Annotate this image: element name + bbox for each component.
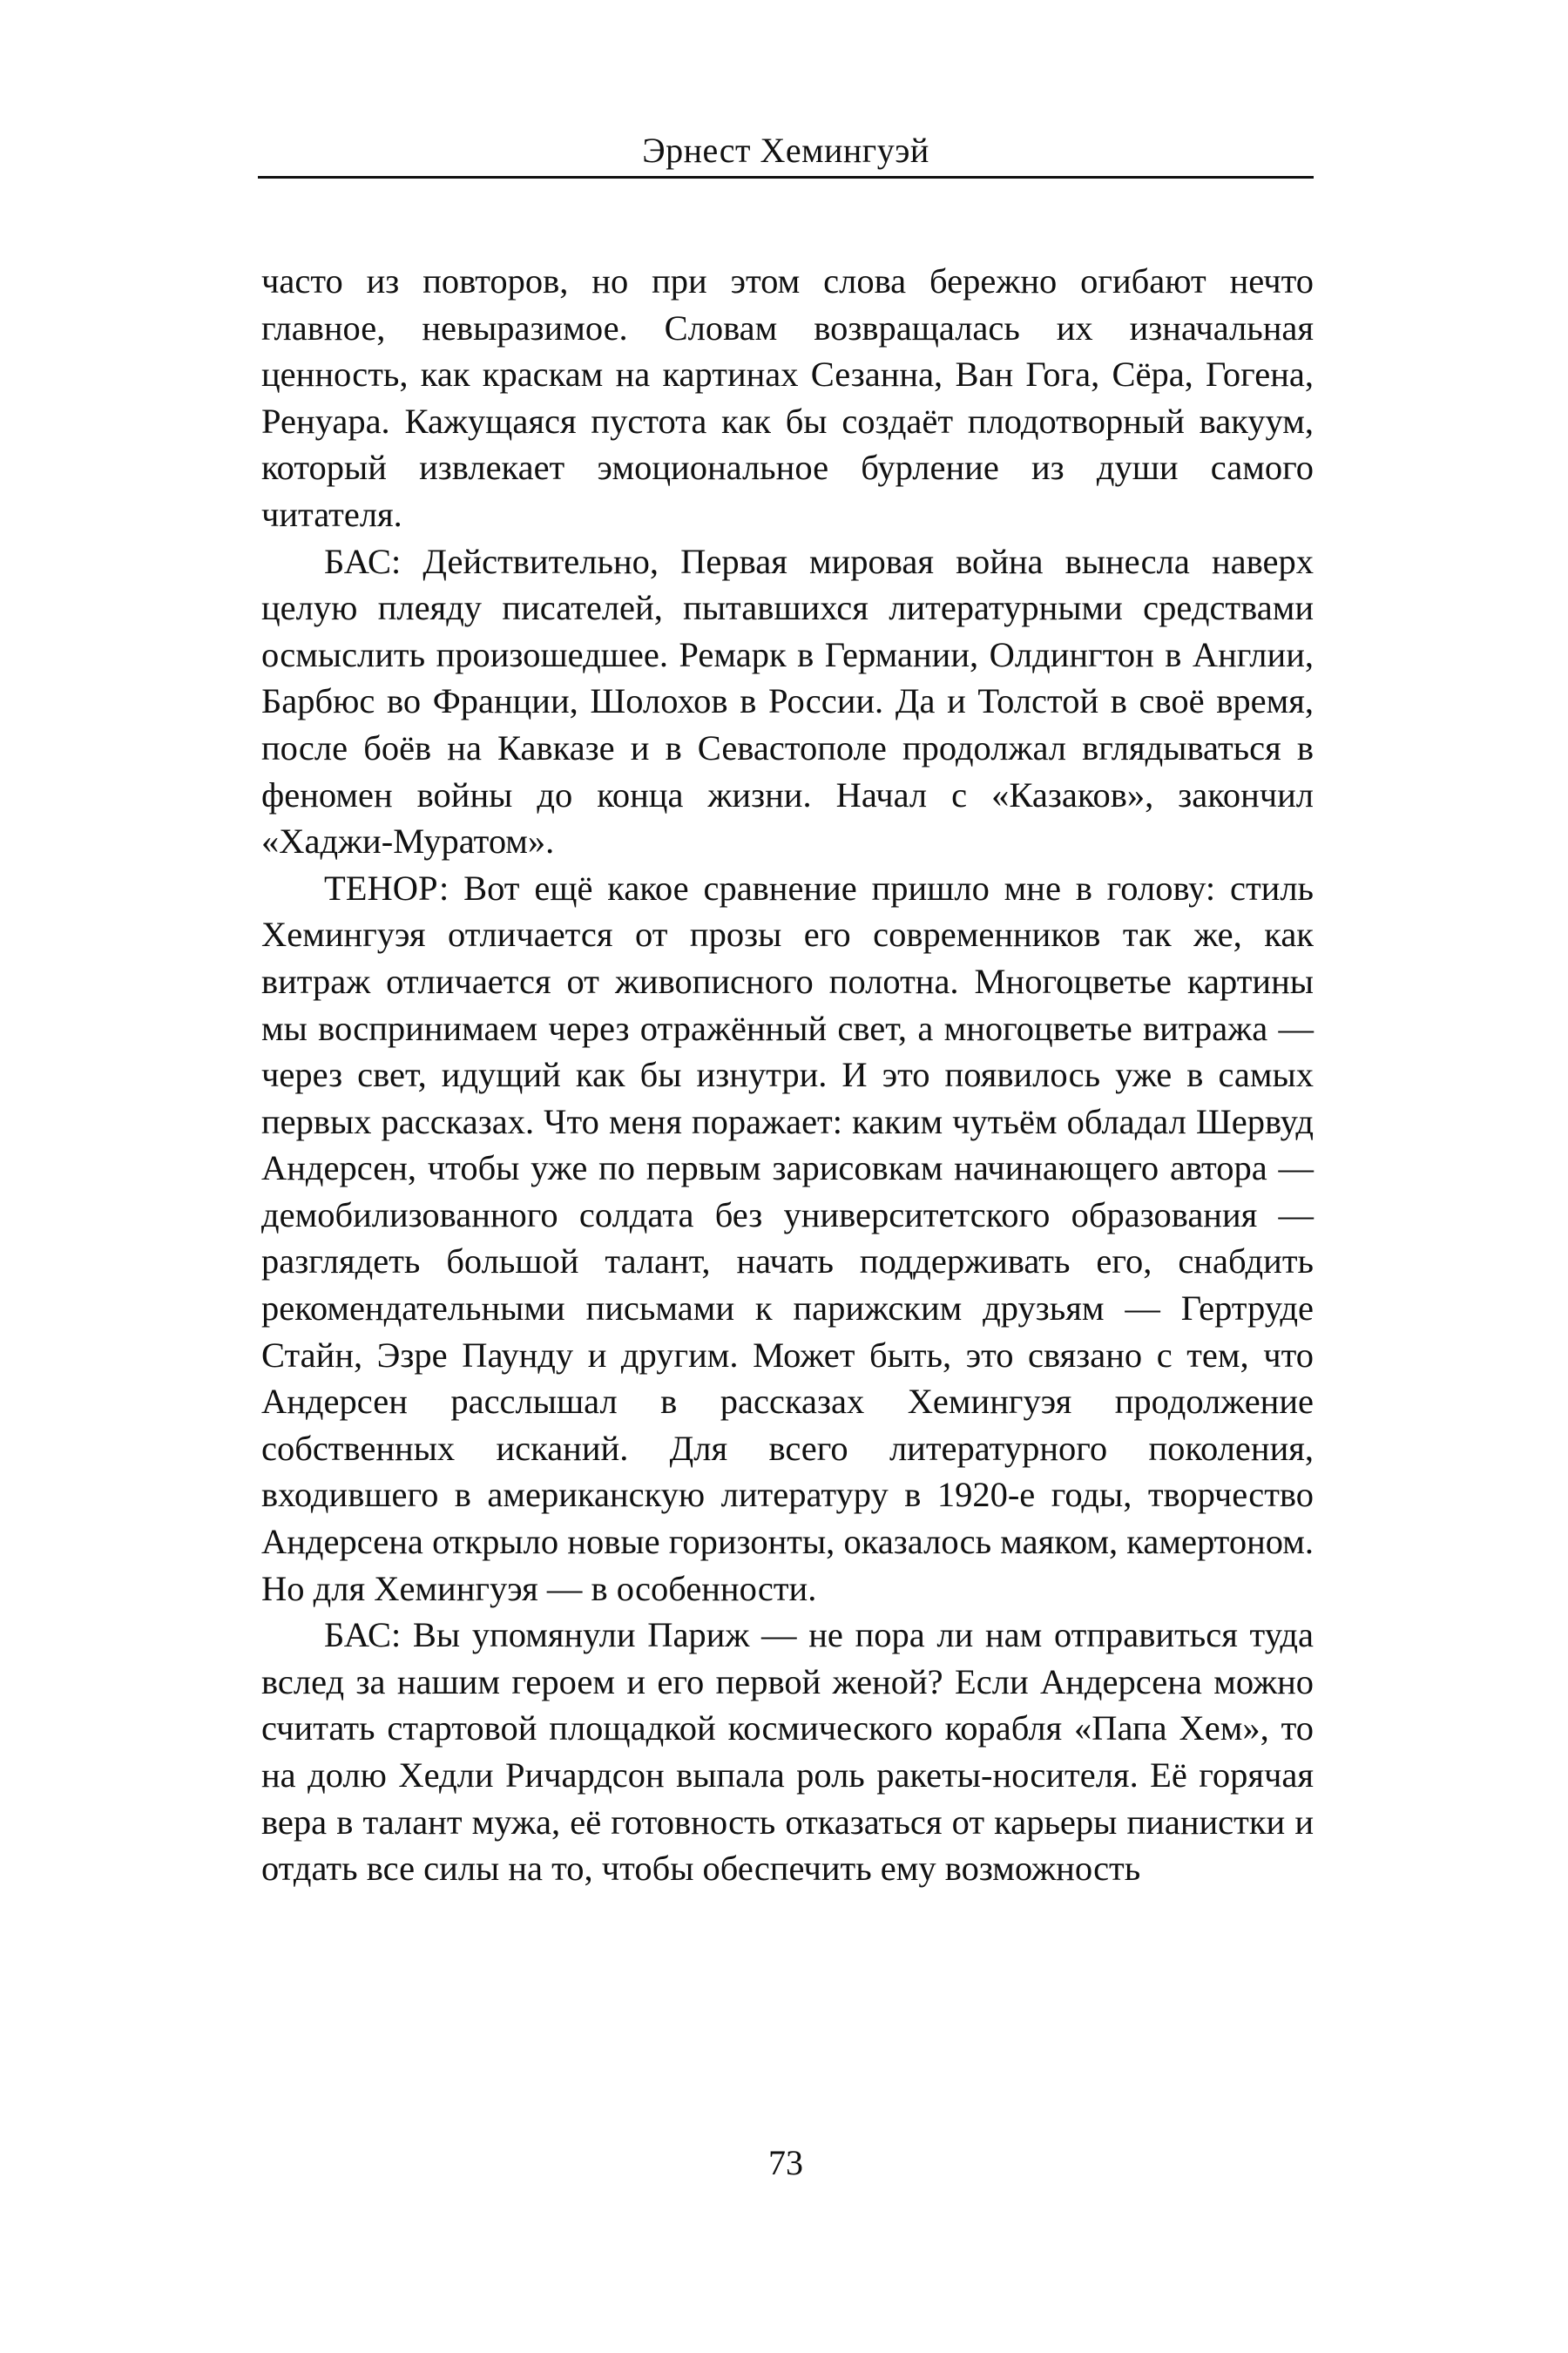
- paragraph-bass-remarks: БАС: Действительно, Первая мировая война вынесла наверх целую плеяду писателей, пытавшихся литературными средствами осмыслить произошедшее. Ремарк в Германии, Олдингтон в Англии, Барбюс во Франции, Шолохов в России. Да и Толстой в своё время, после боёв на Кавказе и в Севастополе продолжал вглядываться в феномен войны до конца жизни. Начал с «Казаков», закончил «Хаджи-Муратом».: [261, 541, 1314, 862]
- paragraph-tenor-remarks: ТЕНОР: Вот ещё какое сравнение пришло мне в голову: стиль Хемингуэя отличается от прозы его современников так же, как витраж отличается от живописного полотна. Многоцветье картины мы воспринимаем через отражённый свет, а многоцветье витража — через свет, идущий как бы изнутри. И это появилось уже в самых первых рассказах. Что меня поражает: каким чутьём обладал Шервуд Андерсен, чтобы уже по первым зарисовкам начинающего автора — демобилизованного солдата без университетского образования — разглядеть большой талант, начать поддерживать его, снабдить рекомендательными письмами к парижским друзьям — Гертруде Стайн, Эзре Паунду и другим. Может быть, это связано с тем, что Андерсен расслышал в рассказах Хемингуэя продолжение собственных исканий. Для всего литературного поколения, входившего в американскую литературу в 1920-е годы, творчество Андерсена открыло новые горизонты, оказалось маяком, камертоном. Но для Хемингуэя — в особенности.: [261, 868, 1314, 1608]
- running-header: [258, 129, 1314, 172]
- header-divider: [258, 176, 1314, 179]
- page-body: [261, 258, 1314, 1892]
- running-header-title: Эрнест Хемингуэй: [642, 131, 929, 170]
- page-number: 73: [768, 2143, 803, 2182]
- paragraph-continuation: часто из повторов, но при этом слова бережно огибают нечто главное, невыразимое. Словам возвращалась их изначальная ценность, как краскам на картинах Сезанна, Ван Гога, Сёра, Гогена, Ренуара. Кажущаяся пустота как бы создаёт плодотворный вакуум, который извлекает эмоциональное бурление из души самого читателя.: [261, 261, 1314, 534]
- paragraph-bass-paris: БАС: Вы упомянули Париж — не пора ли нам отправиться туда вслед за нашим героем и его первой женой? Если Андерсена можно считать стартовой площадкой космического корабля «Папа Хем», то на долю Хедли Ричардсон выпала роль ракеты-носителя. Её горячая вера в талант мужа, её готовность отказаться от карьеры пианистки и отдать все силы на то, чтобы обеспечить ему возможность: [261, 1615, 1314, 1889]
